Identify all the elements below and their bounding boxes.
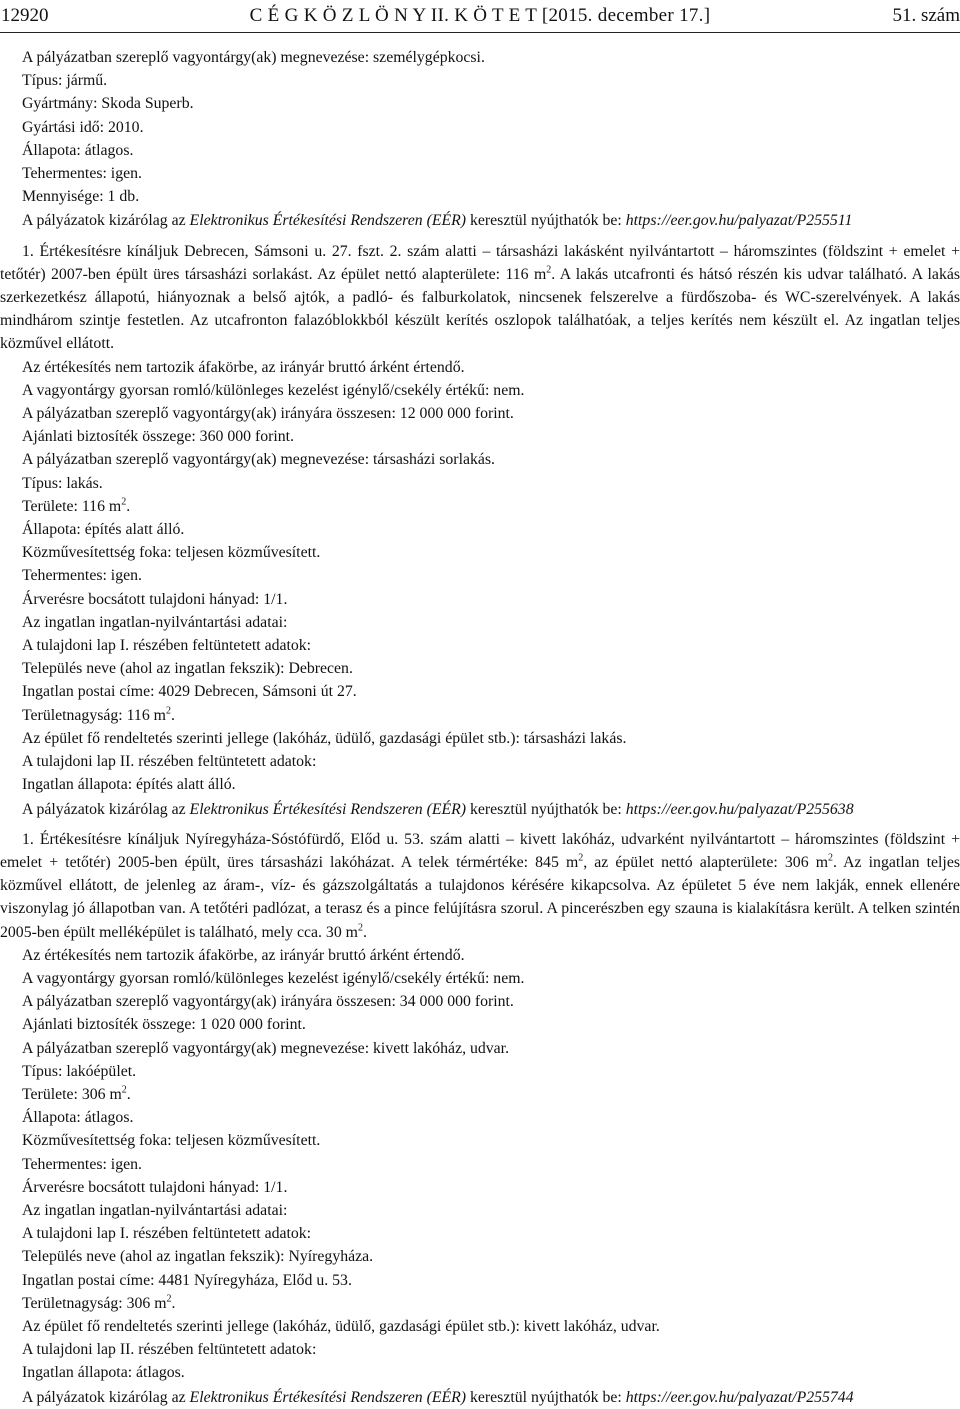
text-line: Tehermentes: igen.: [22, 1155, 142, 1173]
system-name: Elektronikus Értékesítési Rendszeren (EÉR): [189, 1388, 467, 1406]
listing-debrecen: [0, 240, 960, 821]
page-number: 12920: [1, 5, 49, 26]
tender-link[interactable]: https://eer.gov.hu/palyazat/P255638: [625, 800, 854, 818]
text-line: Típus: lakás.: [22, 474, 103, 492]
tender-notice: A pályázatok kizárólag az Elektronikus Értékesítési Rendszeren (EÉR) keresztül nyújthatók be: https://eer.gov.hu/palyazat/P255638: [22, 800, 854, 818]
description-paragraph: 1. Értékesítésre kínáljuk Debrecen, Sámsoni u. 27. fszt. 2. szám alatti – társasházi lakásként nyilvántartott – háromszintes (földszint + emelet + tetőtér) 2007-ben épült üres társasházi sorlakást. Az épület nettó alapterülete: 116 $m^2$. A lakás utcafronti és hátsó részén kis udvar található. A lakás szerkezetkész állapotú, hiányoznak a belső ajtók, a padló- és falburkolatok, nincsenek felszerelve a fürdőszoba- és WC-szerelvények. A lakás mindhárom szintje festetlen. Az utcafronton falazóblokkból készült kerítés oszlopok találhatóak, a teljes kerítés nem készült el. Az ingatlan teljes közművel ellátott.: [0, 242, 960, 353]
size-line: Területnagyság: 116 $m^2$.: [22, 705, 175, 724]
text-line: A tulajdoni lap II. részében feltüntetett adatok:: [22, 1341, 317, 1359]
text-line: Az ingatlan ingatlan-nyilvántartási adatai:: [22, 613, 288, 631]
text-line: Mennyisége: 1 db.: [22, 188, 140, 206]
area-line: Területe: 116 $m^2$.: [22, 496, 131, 515]
system-name: Elektronikus Értékesítési Rendszeren (EÉR): [189, 800, 467, 818]
text-line: Tehermentes: igen.: [22, 567, 142, 585]
text-line: Az értékesítés nem tartozik áfakörbe, az irányár bruttó árként értendő.: [22, 358, 465, 376]
journal-title: C É G K Ö Z L Ö N Y II. K Ö T E T [2015. december 17.]: [249, 5, 711, 26]
text-line: A tulajdoni lap I. részében feltüntetett adatok:: [22, 637, 312, 655]
issue-number: 51. szám: [892, 5, 960, 26]
text-line: Ingatlan postai címe: 4481 Nyíregyháza, Előd u. 53.: [22, 1271, 352, 1289]
text-line: Gyártmány: Skoda Superb.: [22, 95, 194, 113]
text-line: Település neve (ahol az ingatlan fekszik): Nyíregyháza.: [22, 1248, 374, 1266]
text-line: Az ingatlan ingatlan-nyilvántartási adatai:: [22, 1201, 288, 1219]
document-body: [0, 46, 960, 1409]
text-line: A tulajdoni lap I. részében feltüntetett adatok:: [22, 1225, 312, 1243]
text-line: A pályázatban szereplő vagyontárgy(ak) megnevezése: személygépkocsi.: [22, 49, 485, 66]
text-line: Tehermentes: igen.: [22, 165, 142, 183]
text-line: Az épület fő rendeltetés szerinti jellege (lakóház, üdülő, gazdasági épület stb.): társasházi lakás.: [22, 729, 627, 747]
text-line: Típus: jármű.: [22, 72, 108, 90]
text-line: Állapota: átlagos.: [22, 141, 134, 159]
area-line: Területe: 306 $m^2$.: [22, 1084, 131, 1103]
text-line: Ajánlati biztosíték összege: 1 020 000 forint.: [22, 1016, 306, 1034]
page-header: [0, 2, 960, 33]
text-line: Állapota: építés alatt álló.: [22, 521, 185, 539]
tender-link[interactable]: https://eer.gov.hu/palyazat/P255511: [625, 212, 853, 230]
system-name: Elektronikus Értékesítési Rendszeren (EÉR): [189, 212, 467, 230]
text-line: Ingatlan állapota: átlagos.: [22, 1364, 185, 1382]
text-line: A pályázatban szereplő vagyontárgy(ak) irányára összesen: 12 000 000 forint.: [22, 405, 514, 423]
text-line: Település neve (ahol az ingatlan fekszik): Debrecen.: [22, 660, 353, 678]
tender-notice: A pályázatok kizárólag az Elektronikus Értékesítési Rendszeren (EÉR) keresztül nyújthatók be: https://eer.gov.hu/palyazat/P255511: [22, 212, 853, 230]
text-line: Ajánlati biztosíték összege: 360 000 forint.: [22, 428, 295, 446]
tender-link[interactable]: https://eer.gov.hu/palyazat/P255744: [625, 1388, 854, 1406]
text-line: Közművesítettség foka: teljesen közművesített.: [22, 544, 321, 562]
text-line: Az épület fő rendeltetés szerinti jellege (lakóház, üdülő, gazdasági épület stb.): kivett lakóház, udvar.: [22, 1317, 660, 1335]
tender-notice: A pályázatok kizárólag az Elektronikus Értékesítési Rendszeren (EÉR) keresztül nyújthatók be: https://eer.gov.hu/palyazat/P255744: [22, 1388, 854, 1406]
size-line: Területnagyság: 306 $m^2$.: [22, 1293, 176, 1312]
text-line: Ingatlan állapota: építés alatt álló.: [22, 776, 236, 794]
text-line: Állapota: átlagos.: [22, 1109, 134, 1127]
text-line: Árverésre bocsátott tulajdoni hányad: 1/1.: [22, 590, 288, 608]
text-line: Típus: lakóépület.: [22, 1062, 137, 1080]
text-line: A vagyontárgy gyorsan romló/különleges kezelést igénylő/csekély értékű: nem.: [22, 381, 525, 399]
text-line: A tulajdoni lap II. részében feltüntetett adatok:: [22, 753, 317, 771]
text-line: Gyártási idő: 2010.: [22, 118, 144, 136]
text-line: Közművesítettség foka: teljesen közművesített.: [22, 1132, 321, 1150]
listing-car: [0, 46, 960, 233]
text-line: Az értékesítés nem tartozik áfakörbe, az irányár bruttó árként értendő.: [22, 946, 465, 964]
text-line: Ingatlan postai címe: 4029 Debrecen, Sámsoni út 27.: [22, 683, 357, 701]
text-line: Árverésre bocsátott tulajdoni hányad: 1/1.: [22, 1178, 288, 1196]
description-paragraph: 1. Értékesítésre kínáljuk Nyíregyháza-Sóstófürdő, Előd u. 53. szám alatti – kivett lakóház, udvarként nyilvántartott – háromszintes (földszint + emelet + tetőtér) 2005-ben épült, üres társasházi lakóházat. A telek térmértéke: 845 $m^2$, az épület nettó alapterülete: 306 $m^2$. Az ingatlan teljes közművel ellátott, de jelenleg az áram-, víz- és gázszolgáltatás a tulajdonos kérésére kikapcsolva. Az épületet 5 éve nem lakják, ennek ellenére viszonylag jó állapotban van. A tetőtéri padlózat, a terasz és a pince felújításra szorul. A pincerészben egy szauna is kialakításra került. A telken szintén 2005-ben épült melléképület is található, mely cca. 30 $m^2$.: [0, 830, 960, 941]
text-line: A vagyontárgy gyorsan romló/különleges kezelést igénylő/csekély értékű: nem.: [22, 969, 525, 987]
text-line: A pályázatban szereplő vagyontárgy(ak) megnevezése: kivett lakóház, udvar.: [22, 1039, 510, 1057]
text-line: A pályázatban szereplő vagyontárgy(ak) megnevezése: társasházi sorlakás.: [22, 451, 495, 469]
text-line: A pályázatban szereplő vagyontárgy(ak) irányára összesen: 34 000 000 forint.: [22, 993, 514, 1011]
listing-nyiregyhaza: [0, 828, 960, 1409]
